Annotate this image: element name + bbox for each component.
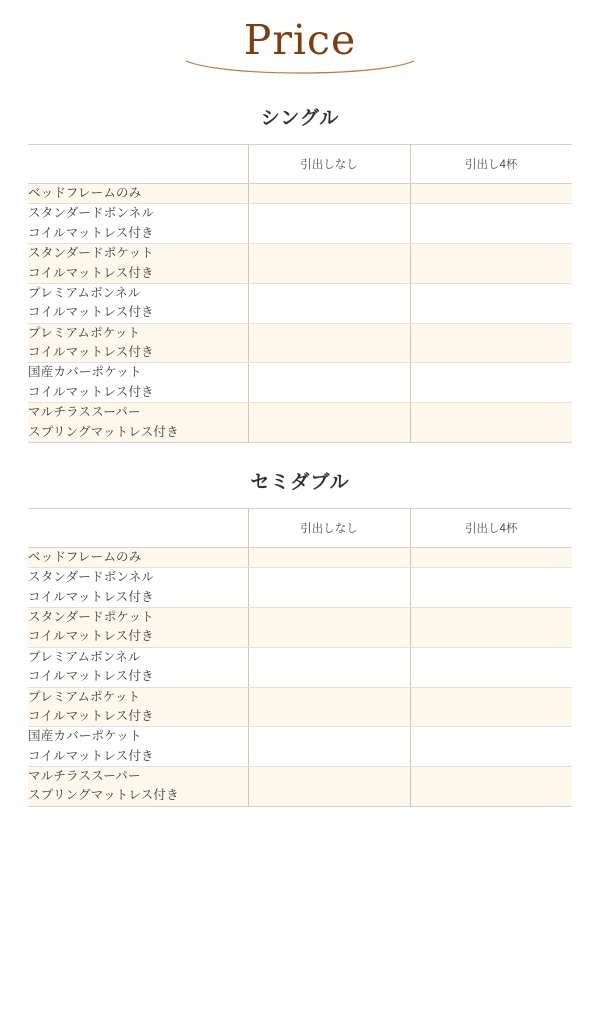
- column-header-1: 引出しなし: [248, 508, 410, 547]
- row-label: [28, 767, 248, 807]
- price-table: [28, 144, 572, 443]
- price-cell: [410, 184, 572, 204]
- price-cell: [410, 727, 572, 767]
- row-label-line: 国産カバーポケット: [28, 365, 142, 380]
- row-label-line: プレミアムポケット: [28, 689, 141, 704]
- row-label-line: コイルマットレス付き: [28, 589, 154, 604]
- row-label-line: スプリングマットレス付き: [28, 788, 179, 803]
- row-label: [28, 687, 248, 727]
- table-row: [28, 244, 572, 284]
- price-cell: [248, 687, 410, 727]
- row-label-line: コイルマットレス付き: [28, 265, 154, 280]
- row-label: [28, 244, 248, 284]
- row-label: [28, 363, 248, 403]
- table-row: [28, 727, 572, 767]
- column-header-label: [28, 508, 248, 547]
- page-header: [0, 0, 600, 79]
- price-cell: [248, 204, 410, 244]
- row-label-line: コイルマットレス付き: [28, 345, 154, 360]
- row-label-line: ベッドフレームのみ: [28, 549, 142, 564]
- price-cell: [248, 568, 410, 608]
- row-label: [28, 323, 248, 363]
- column-header-label: [28, 145, 248, 184]
- row-label: [28, 608, 248, 648]
- row-label-line: プレミアムポケット: [28, 325, 141, 340]
- price-cell: [410, 568, 572, 608]
- table-row: [28, 363, 572, 403]
- price-cell: [410, 608, 572, 648]
- price-cell: [410, 647, 572, 687]
- row-label-line: マルチラススーパー: [28, 769, 141, 784]
- table-row: [28, 204, 572, 244]
- price-cell: [410, 283, 572, 323]
- row-label-line: スタンダードボンネル: [28, 570, 155, 585]
- row-label: [28, 204, 248, 244]
- price-cell: [410, 204, 572, 244]
- row-label: [28, 568, 248, 608]
- price-cell: [248, 184, 410, 204]
- row-label-line: スプリングマットレス付き: [28, 424, 179, 439]
- price-cell: [248, 363, 410, 403]
- price-cell: [248, 283, 410, 323]
- price-table: [28, 508, 572, 807]
- row-label: [28, 547, 248, 567]
- table-row: [28, 184, 572, 204]
- row-label-line: スタンダードボンネル: [28, 206, 155, 221]
- price-cell: [248, 727, 410, 767]
- price-cell: [248, 244, 410, 284]
- row-label-line: コイルマットレス付き: [28, 384, 154, 399]
- price-sections: [0, 103, 600, 807]
- row-label-line: 国産カバーポケット: [28, 729, 142, 744]
- table-row: [28, 767, 572, 807]
- title-underline-flourish: [184, 57, 416, 79]
- price-cell: [410, 687, 572, 727]
- table-header-row: [28, 145, 572, 184]
- price-cell: [248, 323, 410, 363]
- section-title: セミダブル: [250, 471, 350, 493]
- table-row: [28, 547, 572, 567]
- price-cell: [410, 403, 572, 443]
- row-label-line: コイルマットレス付き: [28, 669, 154, 684]
- page-title: Price: [243, 16, 357, 64]
- table-row: [28, 323, 572, 363]
- price-cell: [248, 547, 410, 567]
- price-cell: [410, 363, 572, 403]
- price-section: [0, 467, 600, 807]
- price-cell: [410, 547, 572, 567]
- row-label-line: スタンダードポケット: [28, 246, 154, 261]
- row-label: [28, 403, 248, 443]
- row-label: [28, 184, 248, 204]
- row-label: [28, 727, 248, 767]
- column-header-1: 引出しなし: [248, 145, 410, 184]
- table-row: [28, 608, 572, 648]
- table-row: [28, 647, 572, 687]
- section-title: シングル: [260, 108, 340, 130]
- table-header-row: [28, 508, 572, 547]
- row-label-line: スタンダードポケット: [28, 610, 154, 625]
- row-label-line: プレミアムボンネル: [28, 285, 141, 300]
- price-cell: [248, 608, 410, 648]
- price-cell: [410, 244, 572, 284]
- table-row: [28, 403, 572, 443]
- price-cell: [248, 647, 410, 687]
- row-label-line: コイルマットレス付き: [28, 748, 154, 763]
- price-cell: [410, 323, 572, 363]
- price-section: [0, 103, 600, 443]
- table-row: [28, 283, 572, 323]
- table-row: [28, 568, 572, 608]
- row-label-line: コイルマットレス付き: [28, 305, 154, 320]
- row-label: [28, 647, 248, 687]
- row-label-line: プレミアムボンネル: [28, 649, 141, 664]
- row-label-line: ベッドフレームのみ: [28, 186, 142, 201]
- row-label-line: コイルマットレス付き: [28, 629, 154, 644]
- table-row: [28, 687, 572, 727]
- price-cell: [248, 403, 410, 443]
- row-label: [28, 283, 248, 323]
- column-header-2: 引出し4杯: [410, 508, 572, 547]
- row-label-line: マルチラススーパー: [28, 405, 141, 420]
- row-label-line: コイルマットレス付き: [28, 225, 154, 240]
- price-cell: [410, 767, 572, 807]
- price-cell: [248, 767, 410, 807]
- row-label-line: コイルマットレス付き: [28, 708, 154, 723]
- column-header-2: 引出し4杯: [410, 145, 572, 184]
